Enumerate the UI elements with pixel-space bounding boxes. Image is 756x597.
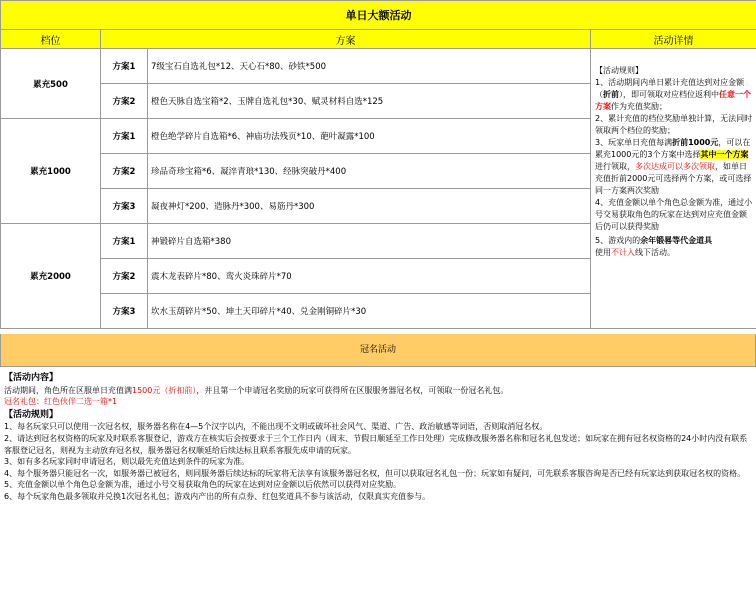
- header-plan: 方案: [101, 30, 591, 49]
- plan-label: 方案1: [101, 224, 148, 259]
- header-level: 档位: [1, 30, 101, 49]
- plan-content: 橙色天脉自选宝箱*2、玉牌自选礼包*30、赋灵材料自选*125: [148, 84, 591, 119]
- detail-rule-3: 3、玩家单日充值每满折前1000元，可以在累充1000元的3个方案中选择其中一个方案进行领取，多次达成可以多次领取，如单日充值折前2000元可选择两个方案，或可选择同一方案两次奖励: [595, 138, 752, 195]
- naming-rule: 1、每名玩家只可以使用一次冠名权，服务器名称在4—5个汉字以内，不能出现不文明或破坏社会风气、渠道、广告、政治敏感等词语，否则取消冠名权。: [4, 422, 548, 432]
- detail-rule-5: 5、游戏内的余年锻晷等代金道具 使用不计入线下活动。: [595, 236, 713, 257]
- plan-content: 橙色绝学碎片自选箱*6、神庙功法残页*10、葩叶凝露*100: [148, 119, 591, 154]
- content-heading: 【活动内容】: [4, 373, 59, 383]
- content-line-2: 冠名礼包：红色伙伴二选一箱*1: [4, 397, 118, 407]
- content-line-1: 活动期间，角色所在区服单日充值满1500元（折扣前），并且第一个申请冠名奖励的玩家可获得所在区服服务器冠名权，可领取一份冠名礼包。: [4, 385, 509, 395]
- tier-level-1000: 累充1000: [1, 119, 101, 224]
- detail-heading: 【活动规则】: [595, 66, 643, 75]
- tier-level-2000: 累充2000: [1, 224, 101, 329]
- plan-label: 方案2: [101, 154, 148, 189]
- naming-rule: 4、每个服务器只能冠名一次，如服务器已被冠名，则同服务器后续达标的玩家将无法享有该服务器冠名权，但可以获取冠名礼包一份；玩家如有疑问，可先联系客服咨询是否已经有玩家达到获取冠名权的资格。: [4, 468, 746, 478]
- naming-rule: 6、每个玩家角色最多领取并兑换1次冠名礼包；游戏内产出的所有点券、红包奖道具不参与该活动，仅限真实充值参与。: [4, 491, 431, 501]
- plan-content: 坎水玉葫碎片*50、坤土天印碎片*40、兑金刚铜碎片*30: [148, 294, 591, 329]
- tier-level-500: 累充500: [1, 49, 101, 119]
- sheet-title: 单日大额活动: [1, 1, 756, 30]
- activity-detail: [591, 49, 756, 329]
- detail-rule-2: 2、累计充值的档位奖励单独计算，无法同时领取两个档位的奖励；: [595, 114, 753, 135]
- plan-content: 震木龙表碎片*80、鸾火炎珠碎片*70: [148, 259, 591, 294]
- plan-content: 7级宝石自选礼包*12、天心石*80、砂铁*500: [148, 49, 591, 84]
- naming-activity-band: 冠名活动: [0, 334, 756, 367]
- header-detail: 活动详情: [591, 30, 756, 49]
- plan-content: 凝夜神灯*200、造脉丹*300、易筋丹*300: [148, 189, 591, 224]
- plan-label: 方案2: [101, 259, 148, 294]
- naming-rule: 5、充值金额以单个角色总金额为准，通过小号交易获取角色的玩家在达到对应金额以后依然可以获得对应奖励。: [4, 480, 402, 490]
- plan-content: 神锻碎片自选箱*380: [148, 224, 591, 259]
- plan-label: 方案1: [101, 119, 148, 154]
- naming-activity-section: [0, 367, 756, 597]
- plan-label: 方案1: [101, 49, 148, 84]
- detail-rule-1: 1、活动期间内单日累计充值达到对应金额（折前），即可领取对应档位返利中任意一个方案作为充值奖励；: [595, 78, 751, 111]
- detail-rule-4: 4、充值金额以单个角色总金额为准，通过小号交易获取角色的玩家在达到对应充值金额后仍可以获得奖励: [595, 198, 753, 231]
- naming-rule: 2、请达到冠名权资格的玩家及时联系客服登记，游戏方在核实后会按要求于三个工作日内（周末、节假日顺延至工作日处理）完成修改服务器名称和冠名礼包发送；如玩家在拥有冠名权资格的24小时内没有联系客服登记冠名，则视为主动放弃冠名权，服务器冠名权顺延给后续达标且联系客服先成申请的玩家。: [4, 433, 748, 455]
- plan-content: 珍品奇珍宝箱*6、凝淬青琅*130、经脉突破丹*400: [148, 154, 591, 189]
- plan-label: 方案2: [101, 84, 148, 119]
- plan-label: 方案3: [101, 189, 148, 224]
- plan-label: 方案3: [101, 294, 148, 329]
- naming-rule: 3、如有多名玩家同时申请冠名，则以最先充值达到条件的玩家为准。: [4, 457, 250, 467]
- rules-heading: 【活动规则】: [4, 409, 59, 420]
